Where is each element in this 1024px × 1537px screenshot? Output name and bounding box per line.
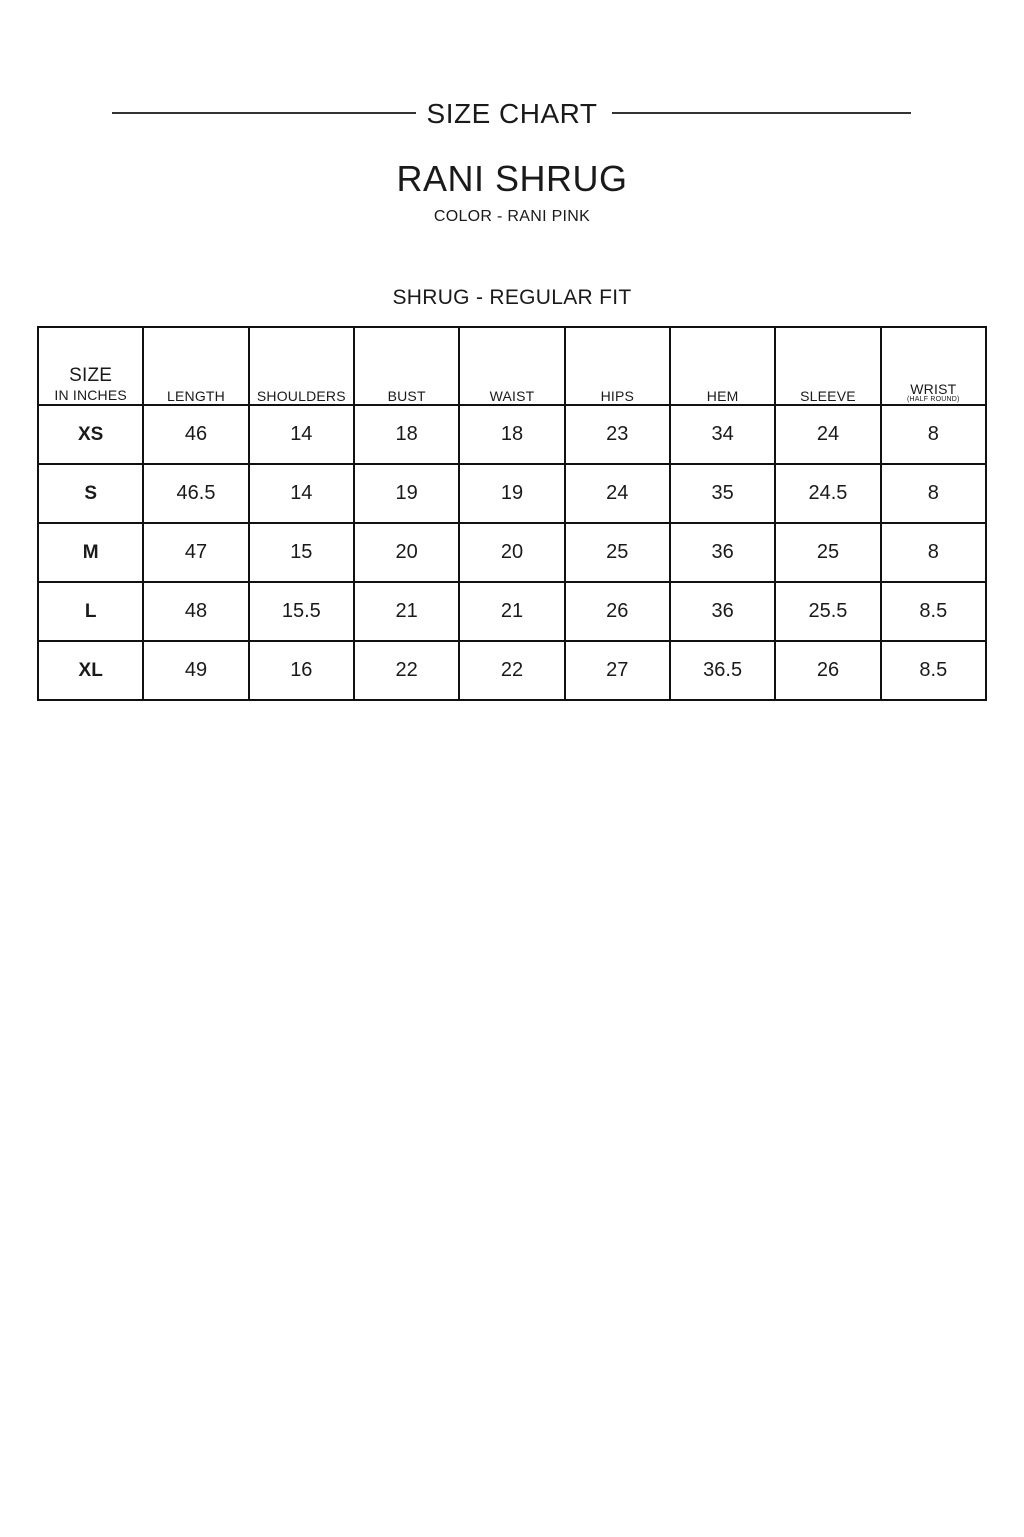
length-cell: 47	[143, 523, 248, 582]
wrist-cell: 8	[881, 405, 986, 464]
hem-cell: 34	[670, 405, 775, 464]
table-header-row	[38, 327, 986, 405]
table-row	[38, 582, 986, 641]
shoulders-cell: 15.5	[249, 582, 354, 641]
table-row	[38, 405, 986, 464]
waist-cell: 21	[459, 582, 564, 641]
table-row	[38, 464, 986, 523]
shoulders-cell: 14	[249, 405, 354, 464]
sleeve-cell: 24.5	[775, 464, 880, 523]
header-size-label: SIZE	[69, 365, 113, 386]
length-cell: 46	[143, 405, 248, 464]
sleeve-cell: 25.5	[775, 582, 880, 641]
header-length: LENGTH	[143, 327, 248, 405]
size-cell: L	[38, 582, 143, 641]
bust-cell: 21	[354, 582, 459, 641]
product-color: COLOR - RANI PINK	[433, 208, 591, 225]
waist-cell: 18	[459, 405, 564, 464]
product-title: RANI SHRUG	[396, 158, 628, 199]
shoulders-cell: 14	[249, 464, 354, 523]
size-cell: S	[38, 464, 143, 523]
header-hips: HIPS	[565, 327, 670, 405]
hips-cell: 26	[565, 582, 670, 641]
hem-cell: 36	[670, 582, 775, 641]
hem-cell: 36	[670, 523, 775, 582]
header-shoulders: SHOULDERS	[249, 327, 354, 405]
size-cell: XL	[38, 641, 143, 700]
sleeve-cell: 25	[775, 523, 880, 582]
header-wrist-note: (HALF ROUND)	[907, 396, 960, 403]
table-row	[38, 641, 986, 700]
size-cell: XS	[38, 405, 143, 464]
waist-cell: 22	[459, 641, 564, 700]
hips-cell: 27	[565, 641, 670, 700]
header-bust: BUST	[354, 327, 459, 405]
wrist-cell: 8.5	[881, 582, 986, 641]
length-cell: 48	[143, 582, 248, 641]
header-size-unit: IN INCHES	[54, 387, 127, 403]
shoulders-cell: 15	[249, 523, 354, 582]
hem-cell: 36.5	[670, 641, 775, 700]
sleeve-cell: 24	[775, 405, 880, 464]
wrist-cell: 8.5	[881, 641, 986, 700]
wrist-cell: 8	[881, 523, 986, 582]
size-chart-heading: SIZE CHART	[426, 98, 598, 129]
bust-cell: 19	[354, 464, 459, 523]
bust-cell: 22	[354, 641, 459, 700]
hips-cell: 23	[565, 405, 670, 464]
hips-cell: 24	[565, 464, 670, 523]
header-sleeve: SLEEVE	[775, 327, 880, 405]
header-size	[38, 327, 143, 405]
table-caption: SHRUG - REGULAR FIT	[392, 286, 632, 309]
heading-rule-right	[612, 112, 911, 114]
header-wrist	[881, 327, 986, 405]
header-hem: HEM	[670, 327, 775, 405]
size-cell: M	[38, 523, 143, 582]
length-cell: 46.5	[143, 464, 248, 523]
hips-cell: 25	[565, 523, 670, 582]
table-row	[38, 523, 986, 582]
shoulders-cell: 16	[249, 641, 354, 700]
bust-cell: 18	[354, 405, 459, 464]
waist-cell: 20	[459, 523, 564, 582]
size-table	[37, 326, 987, 701]
wrist-cell: 8	[881, 464, 986, 523]
waist-cell: 19	[459, 464, 564, 523]
hem-cell: 35	[670, 464, 775, 523]
bust-cell: 20	[354, 523, 459, 582]
header-waist: WAIST	[459, 327, 564, 405]
length-cell: 49	[143, 641, 248, 700]
sleeve-cell: 26	[775, 641, 880, 700]
header-wrist-label: WRIST	[910, 381, 957, 397]
